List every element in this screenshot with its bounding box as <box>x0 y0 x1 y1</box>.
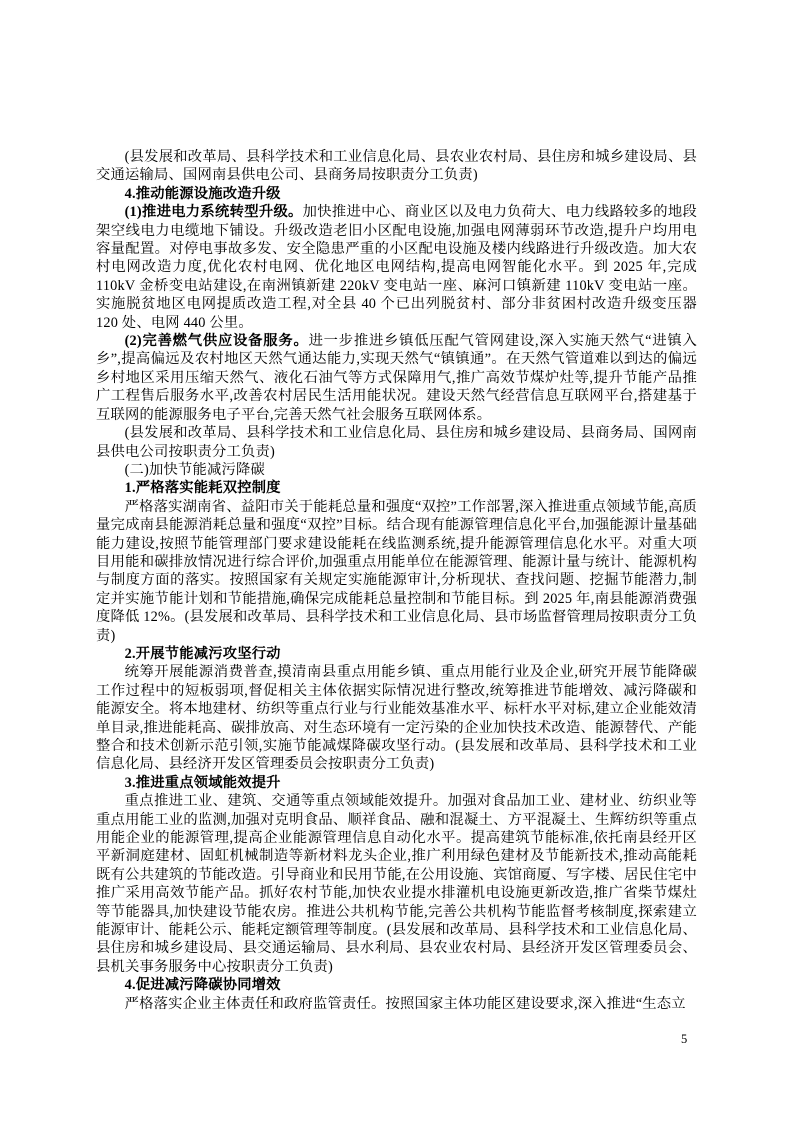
paragraph: (县发展和改革局、县科学技术和工业信息化局、县农业农村局、县住房和城乡建设局、县交通运输局、国网南县供电公司、县商务局按职责分工负责) <box>96 149 697 184</box>
paragraph-lead: (1)推进电力系统转型升级。 <box>124 204 303 221</box>
paragraph: (县发展和改革局、县科学技术和工业信息化局、县住房和城乡建设局、县商务局、国网南县供电公司按职责分工负责) <box>96 425 697 460</box>
section-heading: 4.推动能源设施改造升级 <box>124 185 281 202</box>
paragraph: 严格落实企业主体责任和政府监管责任。按照国家主体功能区建设要求,深入推进“生态立 <box>124 995 686 1012</box>
paragraph: 重点推进工业、建筑、交通等重点领域能效提升。加强对食品加工业、建材业、纺织业等重点用能工业的监测,加强对克明食品、顺祥食品、融和混凝土、方平混凝土、生辉纺织等重点用能企业的能源管理,提高企业能源管理信息自动化水平。提高建筑节能标准,依托南县经开区平新洞庭建材、固虹机械制造等新材料龙头企业,推广利用绿色建材及节能新技术,推动高能耗既有公共建筑的节能改造。引导商业和民用节能,在公用设施、宾馆商厦、写字楼、居民住宅中推广采用高效节能产品。抓好农村节能,加快农业提水排灌机电设施更新改造,推广省柴节煤灶等节能器具,加快建设节能农房。推进公共机构节能,完善公共机构节能监督考核制度,探索建立能源审计、能耗公示、能耗定额管理等制度。(县发展和改革局、县科学技术和工业信息化局、县住房和城乡建设局、县交通运输局、县水利局、县农业农村局、县经济开发区管理委员会、县机关事务服务中心按职责分工负责) <box>96 793 697 975</box>
paragraph: 严格落实湖南省、益阳市关于能耗总量和强度“双控”工作部署,深入推进重点领域节能,高质量完成南县能源消耗总量和强度“双控”目标。结合现有能源管理信息化平台,加强能源计量基础能力建设,按照节能管理部门要求建设能耗在线监测系统,提升能源管理信息化水平。对重大项目用能和碳排放情况进行综合评价,加强重点用能单位在能源管理、能源计量与统计、能源机构与制度方面的落实。按照国家有关规定实施能源审计,分析现状、查找问题、挖掘节能潜力,制定并实施节能计划和节能措施,确保完成能耗总量控制和节能目标。到 2025 年,南县能源消费强度降低 12%。(县发展和改革局、县科学技术和工业信息化局、县市场监督管理局按职责分工负责) <box>96 498 697 644</box>
section-heading: 1.严格落实能耗双控制度 <box>124 480 281 497</box>
paragraph: (2)完善燃气供应设备服务。进一步推进乡镇低压配气管网建设,深入实施天然气“进镇入乡”,提高偏远及农村地区天然气通达能力,实现天然气“镇镇通”。在天然气管道难以到达的偏远乡村地区采用压缩天然气、液化石油气等方式保障用气,推广高效节煤炉灶等,提升节能产品推广工程售后服务水平,改善农村居民生活用能状况。建设天然气经营信息互联网平台,搭建基于互联网的能源服务电子平台,完善天然气社会服务互联网体系。 <box>96 333 697 423</box>
paragraph: 统筹开展能源消费普查,摸清南县重点用能乡镇、重点用能行业及企业,研究开展节能降碳工作过程中的短板弱项,督促相关主体依据实际情况进行整改,统筹推进节能增效、减污降碳和能源安全。将本地建材、纺织等重点行业与行业能效基准水平、标杆水平对标,建立企业能效清单目录,推进能耗高、碳排放高、对生态环境有一定污染的企业加快技术改造、能源替代、产能整合和技术创新示范引领,实施节能减煤降碳攻坚行动。(县发展和改革局、县科学技术和工业信息化局、县经济开发区管理委员会按职责分工负责) <box>96 664 697 773</box>
paragraph: (1)推进电力系统转型升级。加快推进中心、商业区以及电力负荷大、电力线路较多的地段架空线电力电缆地下铺设。升级改造老旧小区配电设施,加强电网薄弱环节改造,提升户均用电容量配置。对停电事故多发、安全隐患严重的小区配电设施及楼内线路进行升级改造。加大农村电网改造力度,优化农村电网、优化地区电网结构,提高电网智能化水平。到 2025 年,完成 110kV 金桥变电站建设,在南洲镇新建 220kV 变电站一座、麻河口镇新建 110kV 变电站一座。实施脱贫地区电网提质改造工程,对全县 40 个已出列脱贫村、部分非贫困村改造升级变压器 120 处、电网 440 公里。 <box>96 204 697 331</box>
paragraph: (二)加快节能减污降碳 <box>124 461 265 478</box>
page-number: 5 <box>681 1032 688 1046</box>
section-heading: 4.促进减污降碳协同增效 <box>124 977 281 994</box>
section-heading: 2.开展节能减污攻坚行动 <box>124 645 281 662</box>
document-body <box>96 148 697 1013</box>
section-heading: 3.推进重点领域能效提升 <box>124 774 281 791</box>
paragraph-lead: (2)完善燃气供应设备服务。 <box>124 333 309 350</box>
